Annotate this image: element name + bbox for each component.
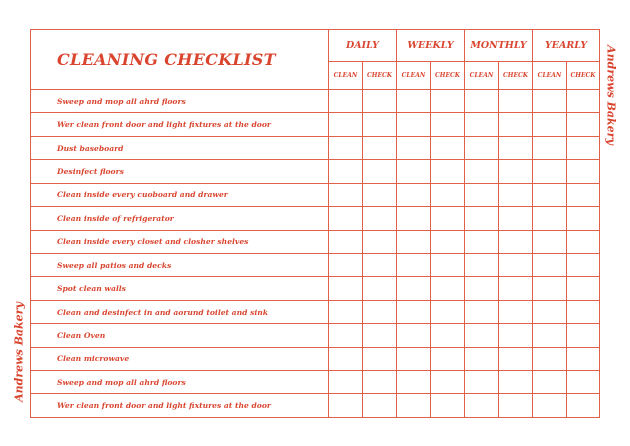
sub-header-check: CHECK xyxy=(567,62,600,90)
check-checkbox[interactable] xyxy=(363,324,397,347)
check-checkbox[interactable] xyxy=(363,113,397,136)
sub-header-check: CHECK xyxy=(431,62,465,90)
check-checkbox[interactable] xyxy=(499,230,533,253)
clean-checkbox[interactable] xyxy=(329,347,363,370)
brand-name-right: Andrews Bakery xyxy=(604,45,618,145)
task-row xyxy=(31,394,600,418)
check-checkbox[interactable] xyxy=(499,394,533,418)
check-checkbox[interactable] xyxy=(499,277,533,300)
clean-checkbox[interactable] xyxy=(533,183,567,206)
clean-checkbox[interactable] xyxy=(397,347,431,370)
check-checkbox[interactable] xyxy=(567,136,600,159)
check-checkbox[interactable] xyxy=(499,207,533,230)
task-label: Sweep all patios and decks xyxy=(31,253,329,276)
clean-checkbox[interactable] xyxy=(465,160,499,183)
task-label: Wer clean front door and light fixtures at the door xyxy=(31,394,329,418)
task-label: Sweep and mop all ahrd floors xyxy=(31,371,329,394)
clean-checkbox[interactable] xyxy=(533,160,567,183)
clean-checkbox[interactable] xyxy=(533,371,567,394)
clean-checkbox[interactable] xyxy=(329,230,363,253)
check-checkbox[interactable] xyxy=(363,253,397,276)
clean-checkbox[interactable] xyxy=(533,300,567,323)
check-checkbox[interactable] xyxy=(567,230,600,253)
period-header-row xyxy=(31,30,600,62)
check-checkbox[interactable] xyxy=(431,183,465,206)
clean-checkbox[interactable] xyxy=(397,371,431,394)
clean-checkbox[interactable] xyxy=(465,113,499,136)
sub-header-clean: CLEAN xyxy=(465,62,499,90)
task-label: Clean Oven xyxy=(31,324,329,347)
check-checkbox[interactable] xyxy=(363,160,397,183)
clean-checkbox[interactable] xyxy=(397,394,431,418)
clean-checkbox[interactable] xyxy=(329,160,363,183)
task-row xyxy=(31,230,600,253)
check-checkbox[interactable] xyxy=(499,113,533,136)
clean-checkbox[interactable] xyxy=(533,207,567,230)
task-label: Sweep and mop all ahrd floors xyxy=(31,90,329,113)
clean-checkbox[interactable] xyxy=(533,113,567,136)
check-checkbox[interactable] xyxy=(363,394,397,418)
check-checkbox[interactable] xyxy=(431,324,465,347)
clean-checkbox[interactable] xyxy=(397,90,431,113)
brand-name-left: Andrews Bakery xyxy=(12,302,26,402)
clean-checkbox[interactable] xyxy=(397,160,431,183)
sub-header-check: CHECK xyxy=(499,62,533,90)
clean-checkbox[interactable] xyxy=(329,371,363,394)
check-checkbox[interactable] xyxy=(431,160,465,183)
sub-header-check: CHECK xyxy=(363,62,397,90)
clean-checkbox[interactable] xyxy=(329,324,363,347)
sub-header-clean: CLEAN xyxy=(329,62,363,90)
task-label: Clean inside of refrigerator xyxy=(31,207,329,230)
clean-checkbox[interactable] xyxy=(533,347,567,370)
clean-checkbox[interactable] xyxy=(329,90,363,113)
clean-checkbox[interactable] xyxy=(329,300,363,323)
task-row xyxy=(31,113,600,136)
check-checkbox[interactable] xyxy=(567,253,600,276)
clean-checkbox[interactable] xyxy=(533,277,567,300)
task-row xyxy=(31,347,600,370)
clean-checkbox[interactable] xyxy=(329,207,363,230)
check-checkbox[interactable] xyxy=(363,183,397,206)
check-checkbox[interactable] xyxy=(499,183,533,206)
check-checkbox[interactable] xyxy=(363,371,397,394)
task-row xyxy=(31,324,600,347)
clean-checkbox[interactable] xyxy=(397,230,431,253)
checklist-sheet xyxy=(30,29,599,418)
check-checkbox[interactable] xyxy=(431,253,465,276)
clean-checkbox[interactable] xyxy=(329,183,363,206)
task-label: Clean inside every cuoboard and drawer xyxy=(31,183,329,206)
clean-checkbox[interactable] xyxy=(533,90,567,113)
check-checkbox[interactable] xyxy=(363,347,397,370)
check-checkbox[interactable] xyxy=(499,90,533,113)
clean-checkbox[interactable] xyxy=(533,394,567,418)
clean-checkbox[interactable] xyxy=(329,113,363,136)
period-monthly: MONTHLY xyxy=(465,30,533,62)
task-row xyxy=(31,253,600,276)
check-checkbox[interactable] xyxy=(499,347,533,370)
task-label: Wer clean front door and light fixtures at the door xyxy=(31,113,329,136)
check-checkbox[interactable] xyxy=(499,253,533,276)
check-checkbox[interactable] xyxy=(567,277,600,300)
check-checkbox[interactable] xyxy=(431,90,465,113)
task-label: Clean and desinfect in and aorund toilet and sink xyxy=(31,300,329,323)
sub-header-clean: CLEAN xyxy=(397,62,431,90)
clean-checkbox[interactable] xyxy=(465,136,499,159)
period-weekly: WEEKLY xyxy=(397,30,465,62)
task-row xyxy=(31,300,600,323)
check-checkbox[interactable] xyxy=(431,394,465,418)
check-checkbox[interactable] xyxy=(499,160,533,183)
task-label: Clean inside every closet and closher shelves xyxy=(31,230,329,253)
task-row xyxy=(31,277,600,300)
check-checkbox[interactable] xyxy=(567,300,600,323)
check-checkbox[interactable] xyxy=(499,324,533,347)
period-yearly: YEARLY xyxy=(533,30,600,62)
clean-checkbox[interactable] xyxy=(397,183,431,206)
check-checkbox[interactable] xyxy=(567,160,600,183)
clean-checkbox[interactable] xyxy=(465,230,499,253)
task-row xyxy=(31,90,600,113)
clean-checkbox[interactable] xyxy=(329,136,363,159)
clean-checkbox[interactable] xyxy=(397,324,431,347)
check-checkbox[interactable] xyxy=(363,300,397,323)
clean-checkbox[interactable] xyxy=(397,113,431,136)
task-row xyxy=(31,183,600,206)
clean-checkbox[interactable] xyxy=(465,277,499,300)
task-label: Clean microwave xyxy=(31,347,329,370)
check-checkbox[interactable] xyxy=(431,277,465,300)
task-row xyxy=(31,160,600,183)
clean-checkbox[interactable] xyxy=(329,277,363,300)
check-checkbox[interactable] xyxy=(567,347,600,370)
clean-checkbox[interactable] xyxy=(465,300,499,323)
check-checkbox[interactable] xyxy=(363,230,397,253)
page-title: CLEANING CHECKLIST xyxy=(31,30,329,90)
check-checkbox[interactable] xyxy=(567,394,600,418)
sub-header-clean: CLEAN xyxy=(533,62,567,90)
check-checkbox[interactable] xyxy=(431,371,465,394)
check-checkbox[interactable] xyxy=(567,371,600,394)
clean-checkbox[interactable] xyxy=(329,394,363,418)
clean-checkbox[interactable] xyxy=(329,253,363,276)
check-checkbox[interactable] xyxy=(363,277,397,300)
clean-checkbox[interactable] xyxy=(397,136,431,159)
clean-checkbox[interactable] xyxy=(465,183,499,206)
clean-checkbox[interactable] xyxy=(465,253,499,276)
check-checkbox[interactable] xyxy=(431,347,465,370)
clean-checkbox[interactable] xyxy=(465,371,499,394)
clean-checkbox[interactable] xyxy=(465,394,499,418)
task-row xyxy=(31,136,600,159)
check-checkbox[interactable] xyxy=(431,207,465,230)
check-checkbox[interactable] xyxy=(431,113,465,136)
check-checkbox[interactable] xyxy=(363,207,397,230)
check-checkbox[interactable] xyxy=(499,371,533,394)
task-list xyxy=(31,90,600,418)
clean-checkbox[interactable] xyxy=(465,347,499,370)
check-checkbox[interactable] xyxy=(567,207,600,230)
clean-checkbox[interactable] xyxy=(397,300,431,323)
clean-checkbox[interactable] xyxy=(465,324,499,347)
clean-checkbox[interactable] xyxy=(533,230,567,253)
clean-checkbox[interactable] xyxy=(533,136,567,159)
task-row xyxy=(31,207,600,230)
check-checkbox[interactable] xyxy=(567,90,600,113)
clean-checkbox[interactable] xyxy=(397,207,431,230)
check-checkbox[interactable] xyxy=(499,136,533,159)
task-row xyxy=(31,371,600,394)
check-checkbox[interactable] xyxy=(567,324,600,347)
check-checkbox[interactable] xyxy=(431,136,465,159)
period-daily: DAILY xyxy=(329,30,397,62)
check-checkbox[interactable] xyxy=(499,300,533,323)
clean-checkbox[interactable] xyxy=(465,207,499,230)
check-checkbox[interactable] xyxy=(567,183,600,206)
clean-checkbox[interactable] xyxy=(533,324,567,347)
task-label: Dust baseboard xyxy=(31,136,329,159)
check-checkbox[interactable] xyxy=(431,300,465,323)
task-label: Desinfect floors xyxy=(31,160,329,183)
clean-checkbox[interactable] xyxy=(533,253,567,276)
check-checkbox[interactable] xyxy=(363,136,397,159)
check-checkbox[interactable] xyxy=(431,230,465,253)
clean-checkbox[interactable] xyxy=(397,253,431,276)
checklist-table xyxy=(30,29,600,418)
check-checkbox[interactable] xyxy=(363,90,397,113)
task-label: Spot clean walls xyxy=(31,277,329,300)
clean-checkbox[interactable] xyxy=(465,90,499,113)
clean-checkbox[interactable] xyxy=(397,277,431,300)
check-checkbox[interactable] xyxy=(567,113,600,136)
